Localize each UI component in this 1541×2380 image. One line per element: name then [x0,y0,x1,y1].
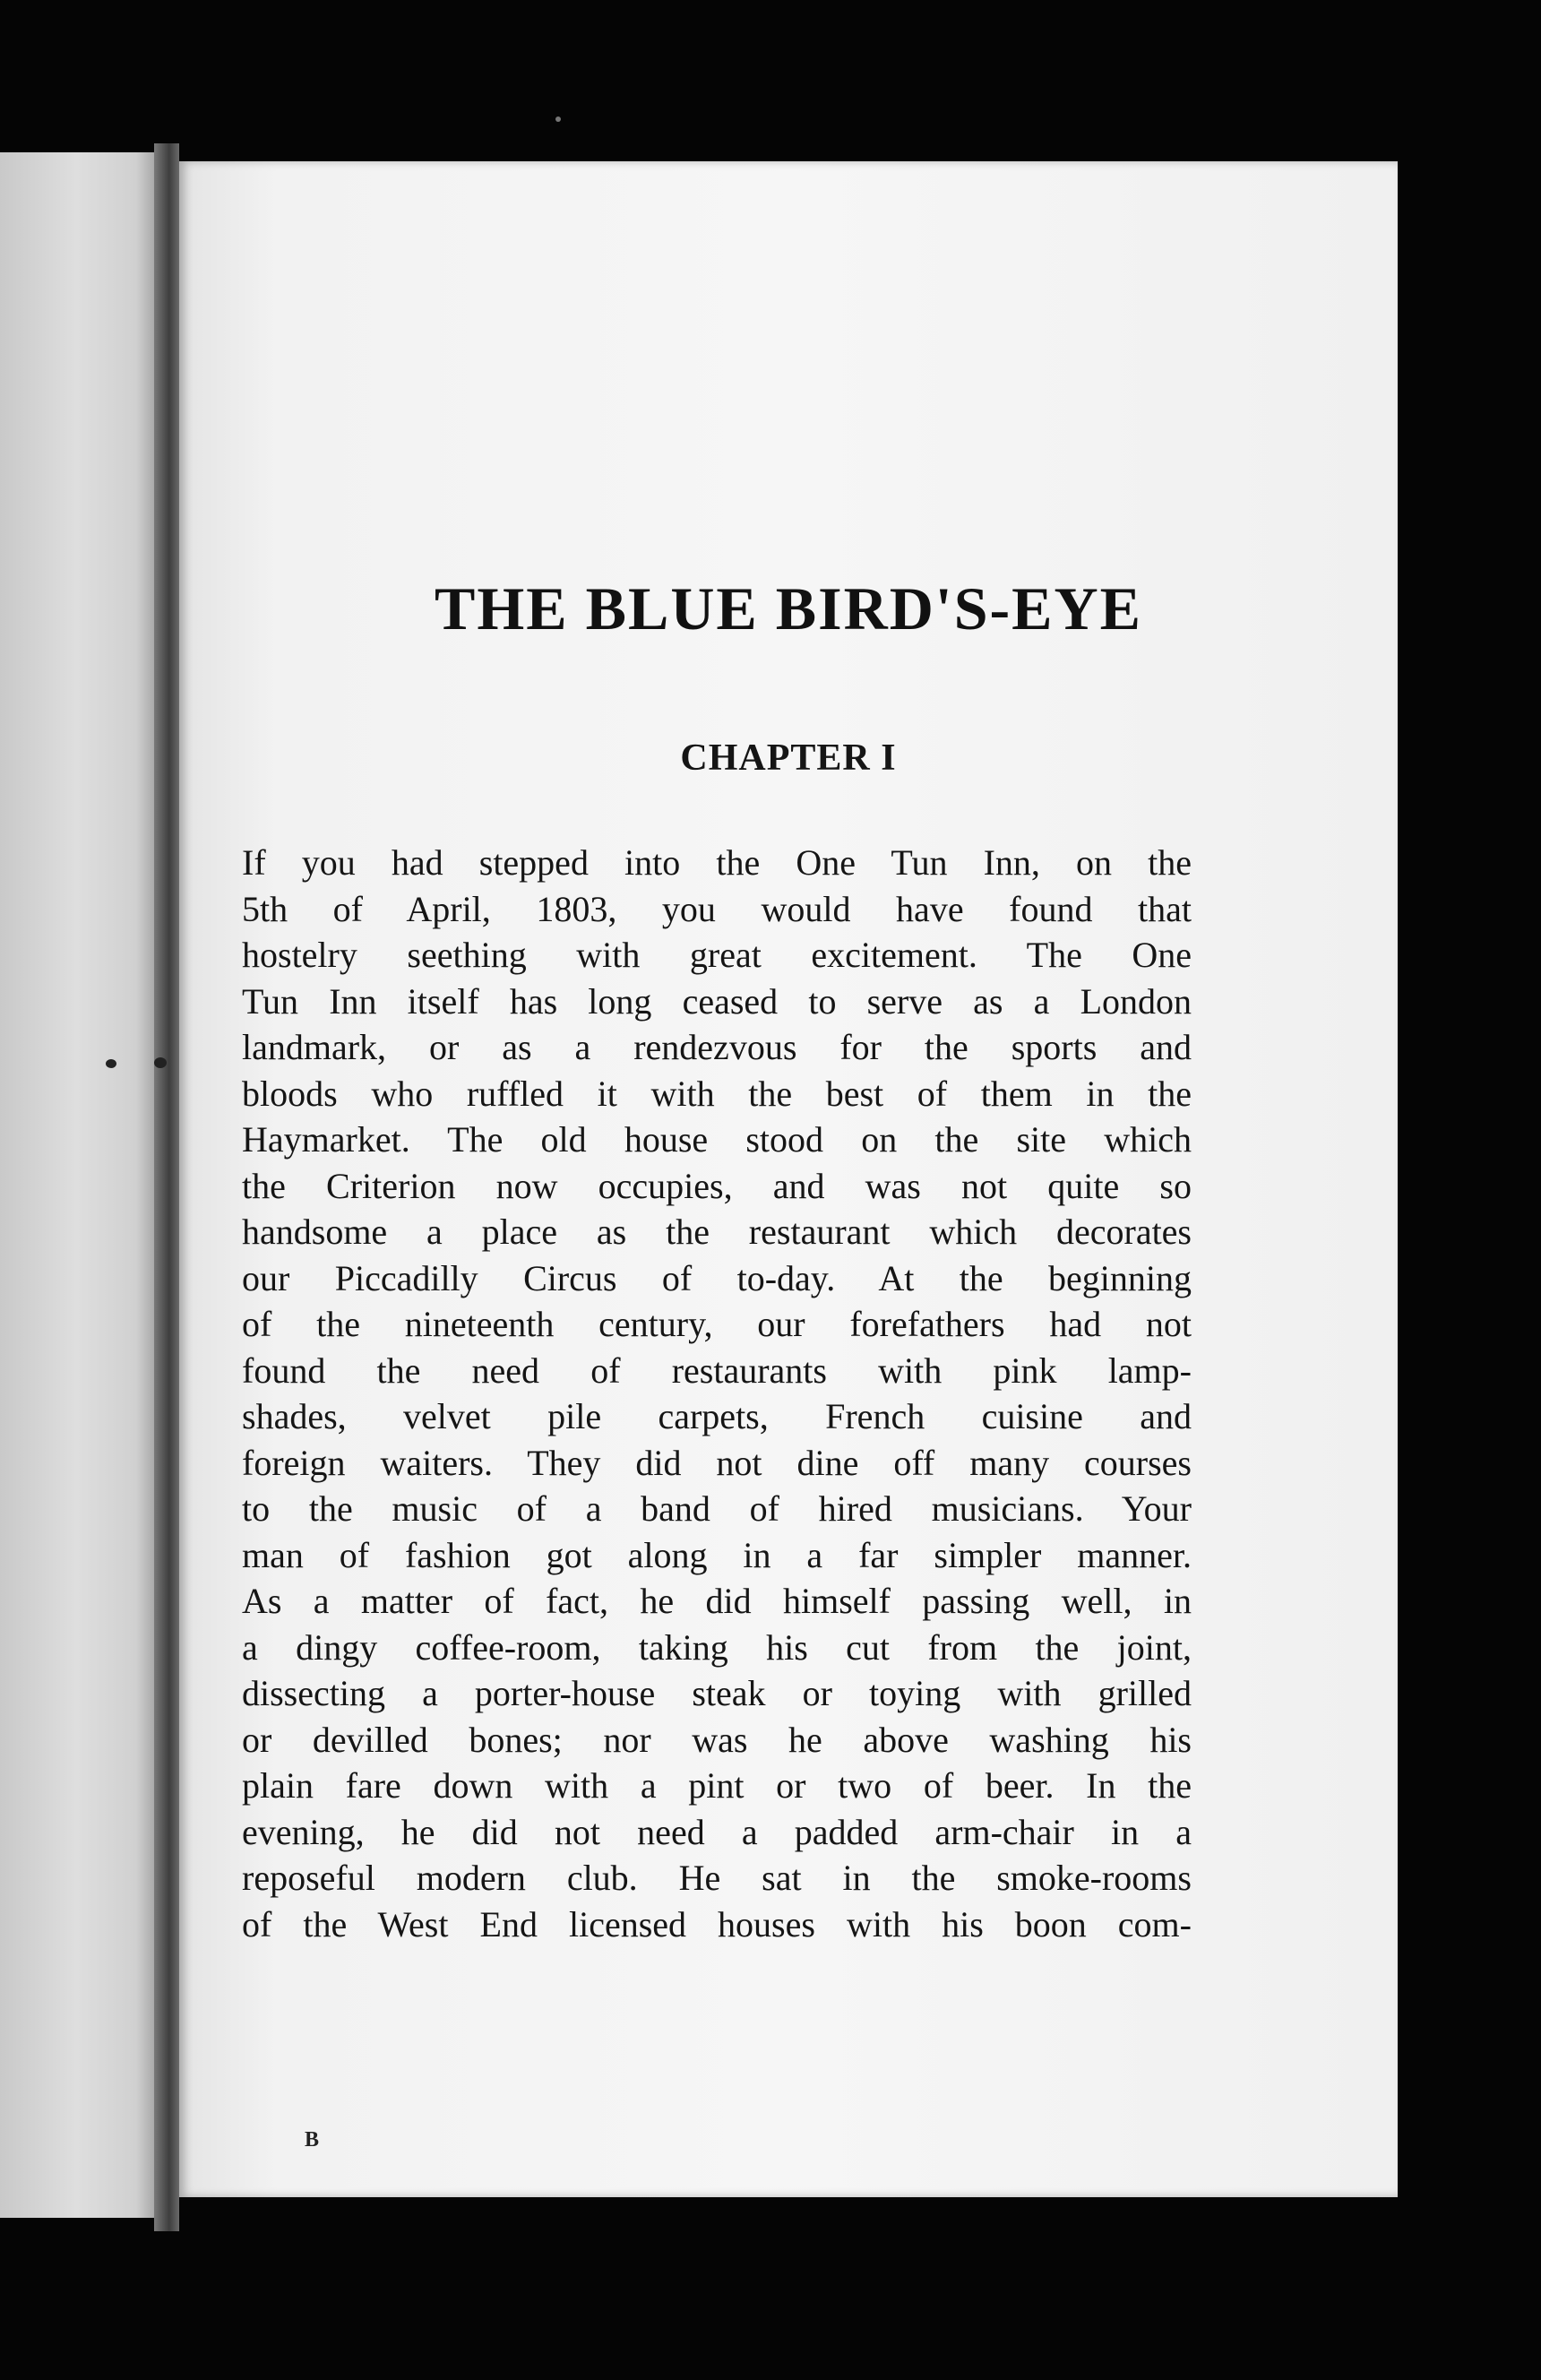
text-line: bloods who ruffled it with the best of them in the [242,1073,1192,1114]
text-line: landmark, or as a rendezvous for the sports and [242,1027,1192,1067]
text-line: dissecting a porter-house steak or toying with grilled [242,1673,1192,1713]
text-line: the Criterion now occupies, and was not quite so [242,1165,1192,1206]
text-line: reposeful modern club. He sat in the smoke-rooms [242,1858,1192,1898]
book-gutter [154,143,179,2231]
text-line: handsome a place as the restaurant which decorates [242,1212,1192,1252]
text-line: plain fare down with a pint or two of beer. In the [242,1765,1192,1806]
text-line: shades, velvet pile carpets, French cuisine and [242,1396,1192,1436]
text-line: or devilled bones; nor was he above washing his [242,1719,1192,1760]
text-line: found the need of restaurants with pink lamp- [242,1350,1192,1391]
text-line: of the West End licensed houses with his boon com- [242,1903,1192,1945]
text-line: Tun Inn itself has long ceased to serve as a London [242,980,1192,1022]
dust-speck [154,1057,167,1068]
book-title: THE BLUE BIRD'S-EYE [435,574,1142,642]
text-line: If you had stepped into the One Tun Inn, on the [242,842,1192,883]
text-line: foreign waiters. They did not dine off many courses [242,1442,1192,1483]
text-line: hostelry seething with great excitement. The One [242,935,1192,975]
text-line: evening, he did not need a padded arm-chair in a [242,1811,1192,1852]
text-line: to the music of a band of hired musicians. Your [242,1488,1192,1529]
text-line: man of fashion got along in a far simpler manner. [242,1534,1192,1575]
text-line: As a matter of fact, he did himself passing well, in [242,1581,1192,1621]
chapter-heading: CHAPTER I [680,737,897,779]
dust-speck [106,1059,116,1068]
text-line: of the nineteenth century, our forefathers had not [242,1304,1192,1344]
chapter-body-text [242,840,1192,1947]
text-line: 5th of April, 1803, you would have found that [242,888,1192,929]
previous-page-edge [0,152,170,2218]
text-line: a dingy coffee-room, taking his cut from the joint, [242,1626,1192,1668]
book-page [179,161,1398,2197]
text-line: our Piccadilly Circus of to-day. At the beginning [242,1257,1192,1298]
text-line: Haymarket. The old house stood on the site which [242,1119,1192,1160]
dust-speck [555,116,561,122]
signature-mark: B [305,2128,320,2151]
